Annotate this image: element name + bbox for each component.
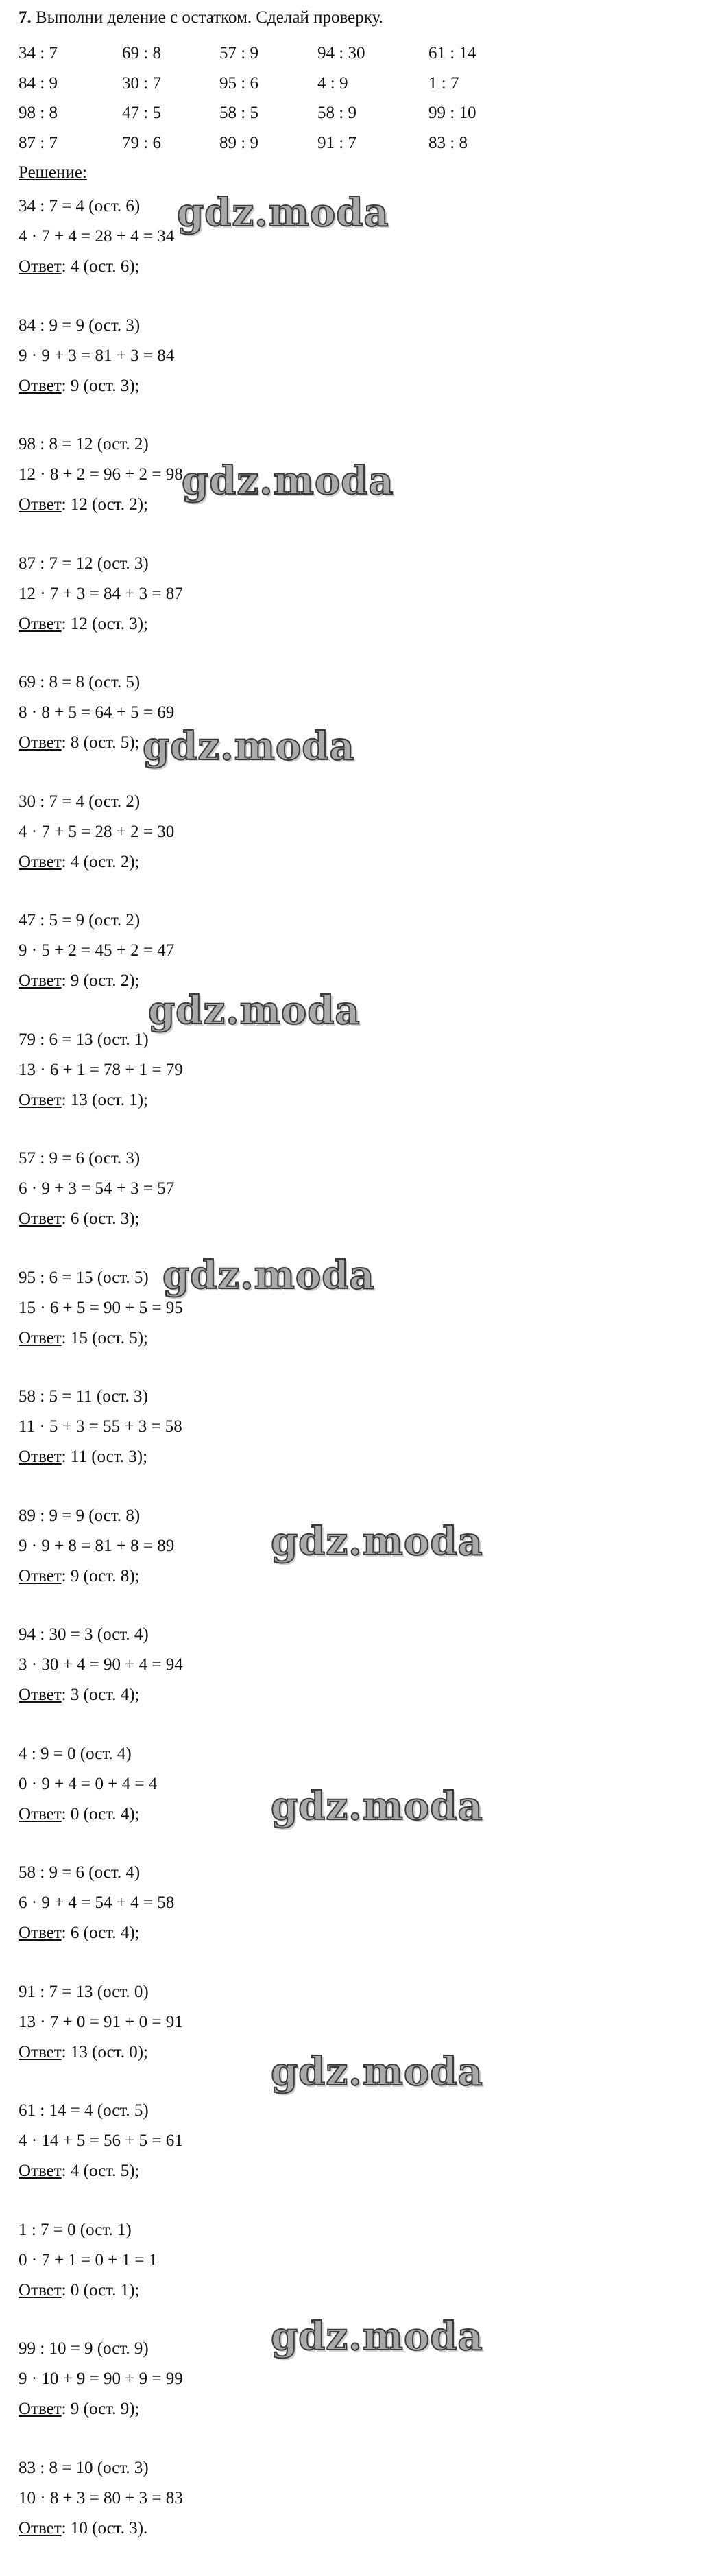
answer-line: [19, 2160, 690, 2190]
division-line: 84 : 9 = 9 (ост. 3): [19, 315, 690, 345]
answer-value: : 8 (ост. 5);: [62, 733, 140, 752]
check-line: 0 · 9 + 4 = 0 + 4 = 4: [19, 1773, 690, 1804]
answer-label: Ответ: [19, 2400, 62, 2418]
answer-value: : 13 (ост. 0);: [62, 2043, 148, 2061]
answer-value: : 4 (ост. 5);: [62, 2162, 140, 2180]
division-line: 99 : 10 = 9 (ост. 9): [19, 2338, 690, 2368]
grid-cell: 47 : 5: [122, 102, 161, 124]
answer-label: Ответ: [19, 257, 62, 276]
grid-cell: 95 : 6: [219, 73, 258, 95]
division-line: 61 : 14 = 4 (ост. 5): [19, 2100, 690, 2130]
solution-block: [19, 553, 690, 672]
check-line: 10 · 8 + 3 = 80 + 3 = 83: [19, 2488, 690, 2518]
answer-label: Ответ: [19, 1447, 62, 1466]
answer-value: : 11 (ост. 3);: [62, 1447, 147, 1466]
solution-block: [19, 1386, 690, 1505]
check-line: 0 · 7 + 1 = 0 + 1 = 1: [19, 2249, 690, 2280]
check-line: 12 · 7 + 3 = 84 + 3 = 87: [19, 583, 690, 613]
answer-value: : 9 (ост. 2);: [62, 971, 140, 990]
check-line: 6 · 9 + 4 = 54 + 4 = 58: [19, 1892, 690, 1922]
grid-cell: 61 : 14: [428, 43, 476, 64]
solution-label: Решение:: [19, 162, 87, 184]
answer-value: : 12 (ост. 3);: [62, 615, 148, 633]
grid-cell: 87 : 7: [19, 132, 58, 154]
check-line: 4 · 7 + 5 = 28 + 2 = 30: [19, 821, 690, 851]
grid-row: [19, 132, 540, 163]
answer-value: : 4 (ост. 6);: [62, 257, 140, 276]
answer-line: [19, 1327, 690, 1358]
check-line: 11 · 5 + 3 = 55 + 3 = 58: [19, 1416, 690, 1446]
division-line: 58 : 5 = 11 (ост. 3): [19, 1386, 690, 1416]
division-line: 1 : 7 = 0 (ост. 1): [19, 2219, 690, 2249]
check-line: 9 · 5 + 2 = 45 + 2 = 47: [19, 940, 690, 970]
answer-line: [19, 1684, 690, 1714]
answer-label: Ответ: [19, 615, 62, 633]
answer-line: [19, 1446, 690, 1476]
grid-cell: 30 : 7: [122, 73, 161, 95]
division-line: 89 : 9 = 9 (ост. 8): [19, 1505, 690, 1535]
division-line: 94 : 30 = 3 (ост. 4): [19, 1624, 690, 1654]
watermark: gdz.moda: [182, 458, 394, 504]
division-line: 58 : 9 = 6 (ост. 4): [19, 1862, 690, 1892]
task-number: 7.: [19, 8, 32, 27]
solution-block: [19, 1624, 690, 1743]
task-instruction: Выполни деление с остатком. Сделай проверку.: [36, 8, 383, 27]
solution-block: [19, 2457, 690, 2576]
solutions-list: [19, 196, 690, 2576]
solution-block: [19, 2100, 690, 2219]
answer-value: : 6 (ост. 4);: [62, 1924, 140, 1942]
grid-cell: 94 : 30: [317, 43, 365, 64]
check-line: 15 · 6 + 5 = 90 + 5 = 95: [19, 1297, 690, 1327]
grid-cell: 58 : 5: [219, 102, 258, 124]
check-line: 6 · 9 + 3 = 54 + 3 = 57: [19, 1178, 690, 1208]
answer-value: : 10 (ост. 3).: [62, 2519, 148, 2538]
answer-line: [19, 1565, 690, 1596]
answer-label: Ответ: [19, 853, 62, 871]
check-line: 3 · 30 + 4 = 90 + 4 = 94: [19, 1654, 690, 1684]
watermark: gdz.moda: [271, 1784, 483, 1829]
answer-label: Ответ: [19, 1329, 62, 1347]
grid-cell: 1 : 7: [428, 73, 459, 95]
watermark: gdz.moda: [271, 2049, 483, 2094]
answer-line: [19, 2280, 690, 2310]
check-line: 4 · 7 + 4 = 28 + 4 = 34: [19, 226, 690, 256]
answer-value: : 15 (ост. 5);: [62, 1329, 148, 1347]
answer-label: Ответ: [19, 2281, 62, 2300]
grid-cell: 57 : 9: [219, 43, 258, 64]
answer-line: [19, 1089, 690, 1120]
answer-value: : 6 (ост. 3);: [62, 1209, 140, 1228]
division-line: 87 : 7 = 12 (ост. 3): [19, 553, 690, 583]
answer-value: : 13 (ост. 1);: [62, 1091, 148, 1109]
grid-cell: 84 : 9: [19, 73, 58, 95]
solution-block: [19, 1862, 690, 1981]
grid-cell: 4 : 9: [317, 73, 348, 95]
check-line: 9 · 10 + 9 = 90 + 9 = 99: [19, 2368, 690, 2398]
watermark: gdz.moda: [162, 1253, 375, 1298]
watermark: gdz.moda: [148, 988, 361, 1033]
division-line: 98 : 8 = 12 (ост. 2): [19, 434, 690, 464]
check-line: 9 · 9 + 3 = 81 + 3 = 84: [19, 345, 690, 375]
check-line: 12 · 8 + 2 = 96 + 2 = 98: [19, 464, 690, 494]
watermark: gdz.moda: [143, 724, 355, 769]
answer-label: Ответ: [19, 2043, 62, 2061]
answer-label: Ответ: [19, 2162, 62, 2180]
answer-label: Ответ: [19, 971, 62, 990]
answer-line: [19, 1922, 690, 1952]
answer-line: [19, 2398, 690, 2429]
division-line: 95 : 6 = 15 (ост. 5): [19, 1267, 690, 1297]
grid-cell: 34 : 7: [19, 43, 58, 64]
grid-row: [19, 73, 540, 103]
watermark: gdz.moda: [271, 1519, 483, 1564]
division-line: 30 : 7 = 4 (ост. 2): [19, 791, 690, 821]
check-line: 13 · 6 + 1 = 78 + 1 = 79: [19, 1059, 690, 1089]
grid-cell: 99 : 10: [428, 102, 476, 124]
watermark: gdz.moda: [271, 2314, 483, 2359]
grid-row: [19, 43, 540, 73]
answer-line: [19, 256, 690, 286]
answer-value: : 0 (ост. 4);: [62, 1805, 140, 1823]
task-grid: [19, 43, 540, 162]
grid-cell: 58 : 9: [317, 102, 356, 124]
grid-cell: 79 : 6: [122, 132, 161, 154]
division-line: 57 : 9 = 6 (ост. 3): [19, 1148, 690, 1178]
grid-cell: 98 : 8: [19, 102, 58, 124]
answer-value: : 9 (ост. 3);: [62, 377, 140, 395]
answer-label: Ответ: [19, 495, 62, 514]
division-line: 47 : 5 = 9 (ост. 2): [19, 910, 690, 940]
solution-block: [19, 791, 690, 910]
division-line: 83 : 8 = 10 (ост. 3): [19, 2457, 690, 2488]
answer-label: Ответ: [19, 1686, 62, 1704]
division-line: 79 : 6 = 13 (ост. 1): [19, 1029, 690, 1059]
answer-line: [19, 851, 690, 882]
division-line: 34 : 7 = 4 (ост. 6): [19, 196, 690, 226]
answer-value: : 12 (ост. 2);: [62, 495, 148, 514]
grid-cell: 91 : 7: [317, 132, 356, 154]
check-line: 4 · 14 + 5 = 56 + 5 = 61: [19, 2130, 690, 2160]
answer-line: [19, 613, 690, 643]
answer-value: : 0 (ост. 1);: [62, 2281, 140, 2300]
answer-value: : 9 (ост. 9);: [62, 2400, 140, 2418]
answer-value: : 9 (ост. 8);: [62, 1567, 140, 1585]
watermark: gdz.moda: [177, 190, 389, 235]
solution-block: [19, 1148, 690, 1267]
check-line: 13 · 7 + 0 = 91 + 0 = 91: [19, 2011, 690, 2042]
grid-row: [19, 102, 540, 132]
answer-label: Ответ: [19, 1567, 62, 1585]
answer-line: [19, 2518, 690, 2548]
answer-label: Ответ: [19, 733, 62, 752]
division-line: 4 : 9 = 0 (ост. 4): [19, 1743, 690, 1773]
grid-cell: 89 : 9: [219, 132, 258, 154]
check-line: 9 · 9 + 8 = 81 + 8 = 89: [19, 1535, 690, 1565]
answer-label: Ответ: [19, 1091, 62, 1109]
answer-line: [19, 375, 690, 405]
solution-block: [19, 315, 690, 434]
grid-cell: 69 : 8: [122, 43, 161, 64]
answer-value: : 3 (ост. 4);: [62, 1686, 140, 1704]
solution-label-text: Решение: [19, 163, 82, 182]
grid-cell: 83 : 8: [428, 132, 468, 154]
answer-label: Ответ: [19, 2519, 62, 2538]
answer-line: [19, 1208, 690, 1238]
division-line: 91 : 7 = 13 (ост. 0): [19, 1981, 690, 2011]
answer-value: : 4 (ост. 2);: [62, 853, 140, 871]
task-header: [19, 7, 383, 29]
answer-label: Ответ: [19, 1209, 62, 1228]
check-line: 8 · 8 + 5 = 64 + 5 = 69: [19, 702, 690, 732]
answer-label: Ответ: [19, 377, 62, 395]
division-line: 69 : 8 = 8 (ост. 5): [19, 672, 690, 702]
solution-block: [19, 1029, 690, 1148]
answer-label: Ответ: [19, 1805, 62, 1823]
answer-label: Ответ: [19, 1924, 62, 1942]
